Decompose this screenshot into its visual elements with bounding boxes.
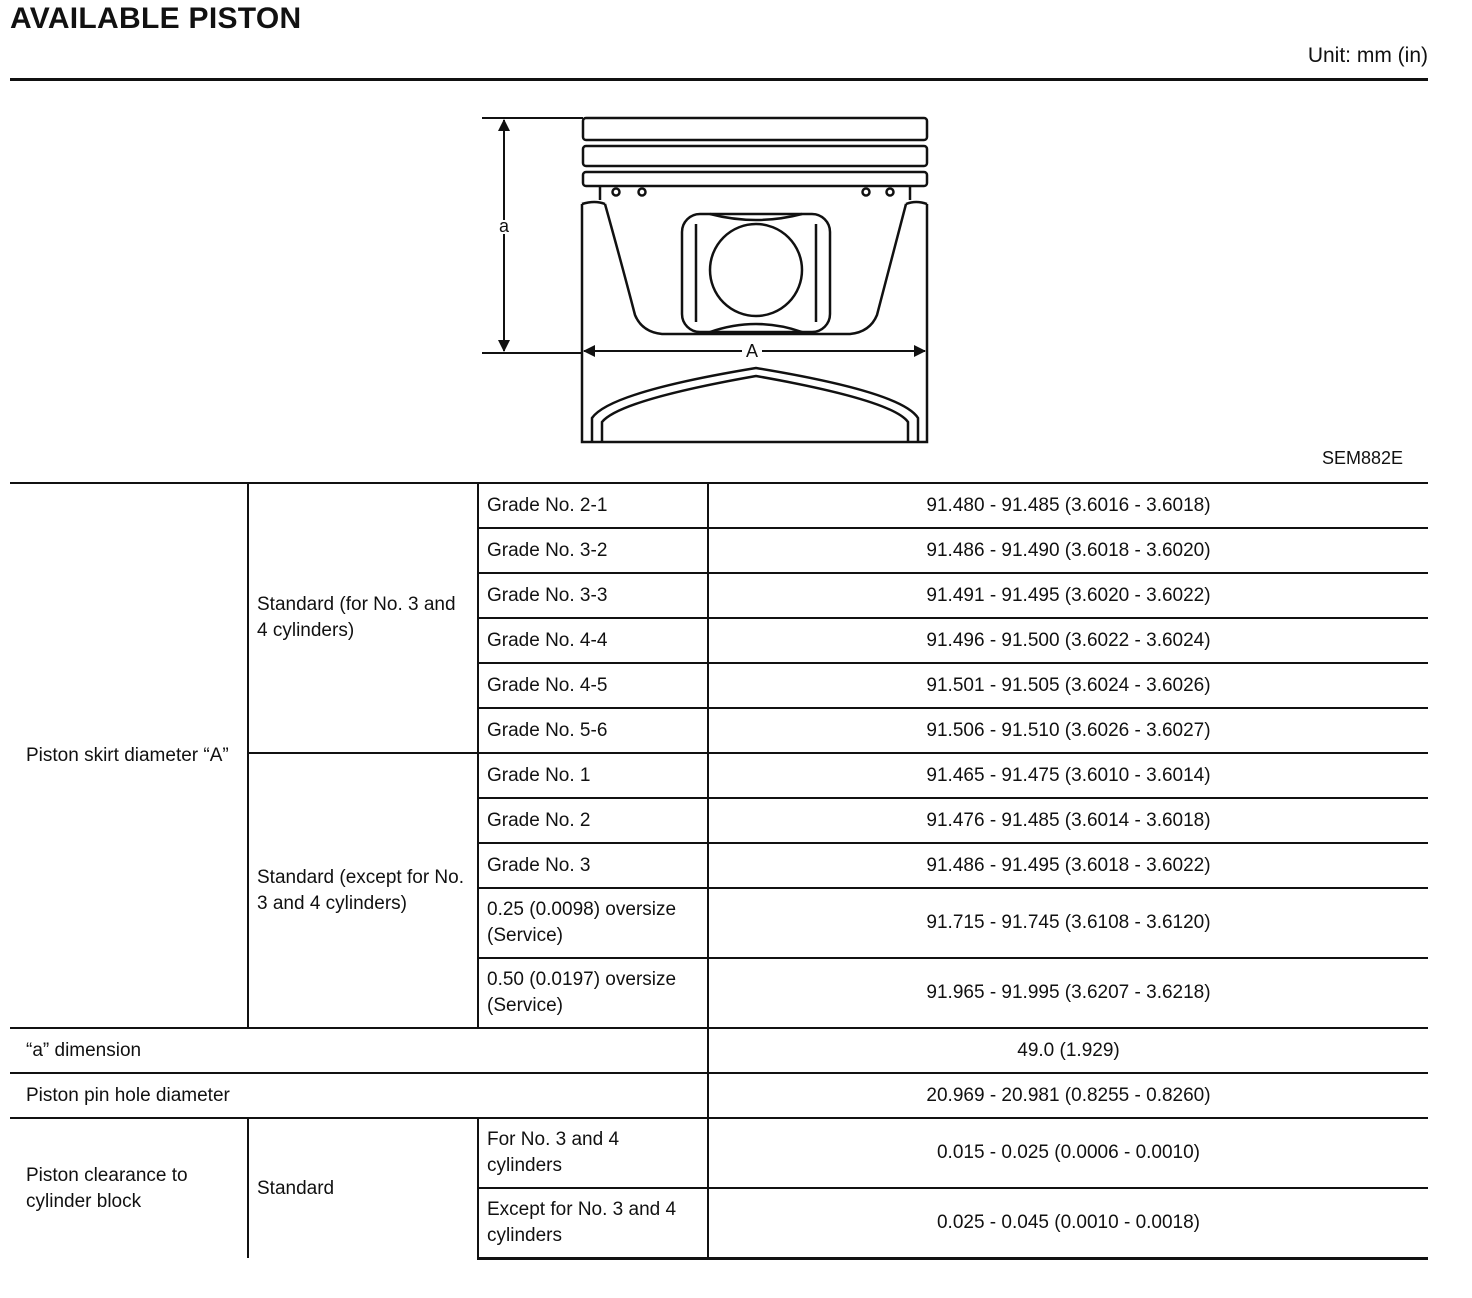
grade-cell: Grade No. 4-5 [478,663,708,708]
value-cell: 0.025 - 0.045 (0.0010 - 0.0018) [708,1188,1428,1258]
value-cell: 91.486 - 91.495 (3.6018 - 3.6022) [708,843,1428,888]
grade-cell: Grade No. 1 [478,753,708,798]
piston-diagram [470,100,950,450]
grade-cell: Grade No. 4-4 [478,618,708,663]
dimension-a [482,118,583,353]
value-cell: 91.965 - 91.995 (3.6207 - 3.6218) [708,958,1428,1028]
table-row [10,1073,1428,1118]
grade-cell: Grade No. 2 [478,798,708,843]
value-cell: 91.506 - 91.510 (3.6026 - 3.6027) [708,708,1428,753]
table-row [10,483,1428,528]
clearance-label: Piston clearance to cylinder block [10,1118,248,1258]
clearance-standard-label: Standard [248,1118,478,1258]
table-row [10,1028,1428,1073]
grade-cell: Grade No. 5-6 [478,708,708,753]
value-cell: 0.015 - 0.025 (0.0006 - 0.0010) [708,1118,1428,1188]
grade-cell: Grade No. 2-1 [478,483,708,528]
table-row [10,1118,1428,1188]
figure-code: SEM882E [1322,448,1404,468]
piston-crown [583,118,927,200]
a-dimension-value: 49.0 (1.929) [708,1028,1428,1073]
dimension-A-label: A [745,341,759,361]
grade-cell: Grade No. 3-3 [478,573,708,618]
grade-cell: Grade No. 3 [478,843,708,888]
value-cell: 91.465 - 91.475 (3.6010 - 3.6014) [708,753,1428,798]
grade-cell: 0.25 (0.0098) oversize (Service) [478,888,708,958]
value-cell: 91.486 - 91.490 (3.6018 - 3.6020) [708,528,1428,573]
condition-cell: Except for No. 3 and 4 cylinders [478,1188,708,1258]
value-cell: 91.496 - 91.500 (3.6022 - 3.6024) [708,618,1428,663]
pin-hole-label: Piston pin hole diameter [10,1073,708,1118]
standard-group1-label: Standard (for No. 3 and 4 cylinders) [248,483,478,753]
grade-cell: Grade No. 3-2 [478,528,708,573]
pin-hole-value: 20.969 - 20.981 (0.8255 - 0.8260) [708,1073,1428,1118]
value-cell: 91.476 - 91.485 (3.6014 - 3.6018) [708,798,1428,843]
piston-body [582,202,927,442]
value-cell: 91.480 - 91.485 (3.6016 - 3.6018) [708,483,1428,528]
condition-cell: For No. 3 and 4 cylinders [478,1118,708,1188]
standard-group2-label: Standard (except for No. 3 and 4 cylinders) [248,753,478,1028]
grade-cell: 0.50 (0.0197) oversize (Service) [478,958,708,1028]
unit-label: Unit: mm (in) [1307,44,1428,67]
piston-spec-table [10,482,1428,1260]
skirt-diameter-label: Piston skirt diameter “A” [10,483,248,1028]
value-cell: 91.491 - 91.495 (3.6020 - 3.6022) [708,573,1428,618]
value-cell: 91.715 - 91.745 (3.6108 - 3.6120) [708,888,1428,958]
a-dimension-label: “a” dimension [10,1028,708,1073]
title-divider [10,78,1428,81]
value-cell: 91.501 - 91.505 (3.6024 - 3.6026) [708,663,1428,708]
dimension-a-label: a [498,216,510,236]
page-title: AVAILABLE PISTON [10,2,302,35]
